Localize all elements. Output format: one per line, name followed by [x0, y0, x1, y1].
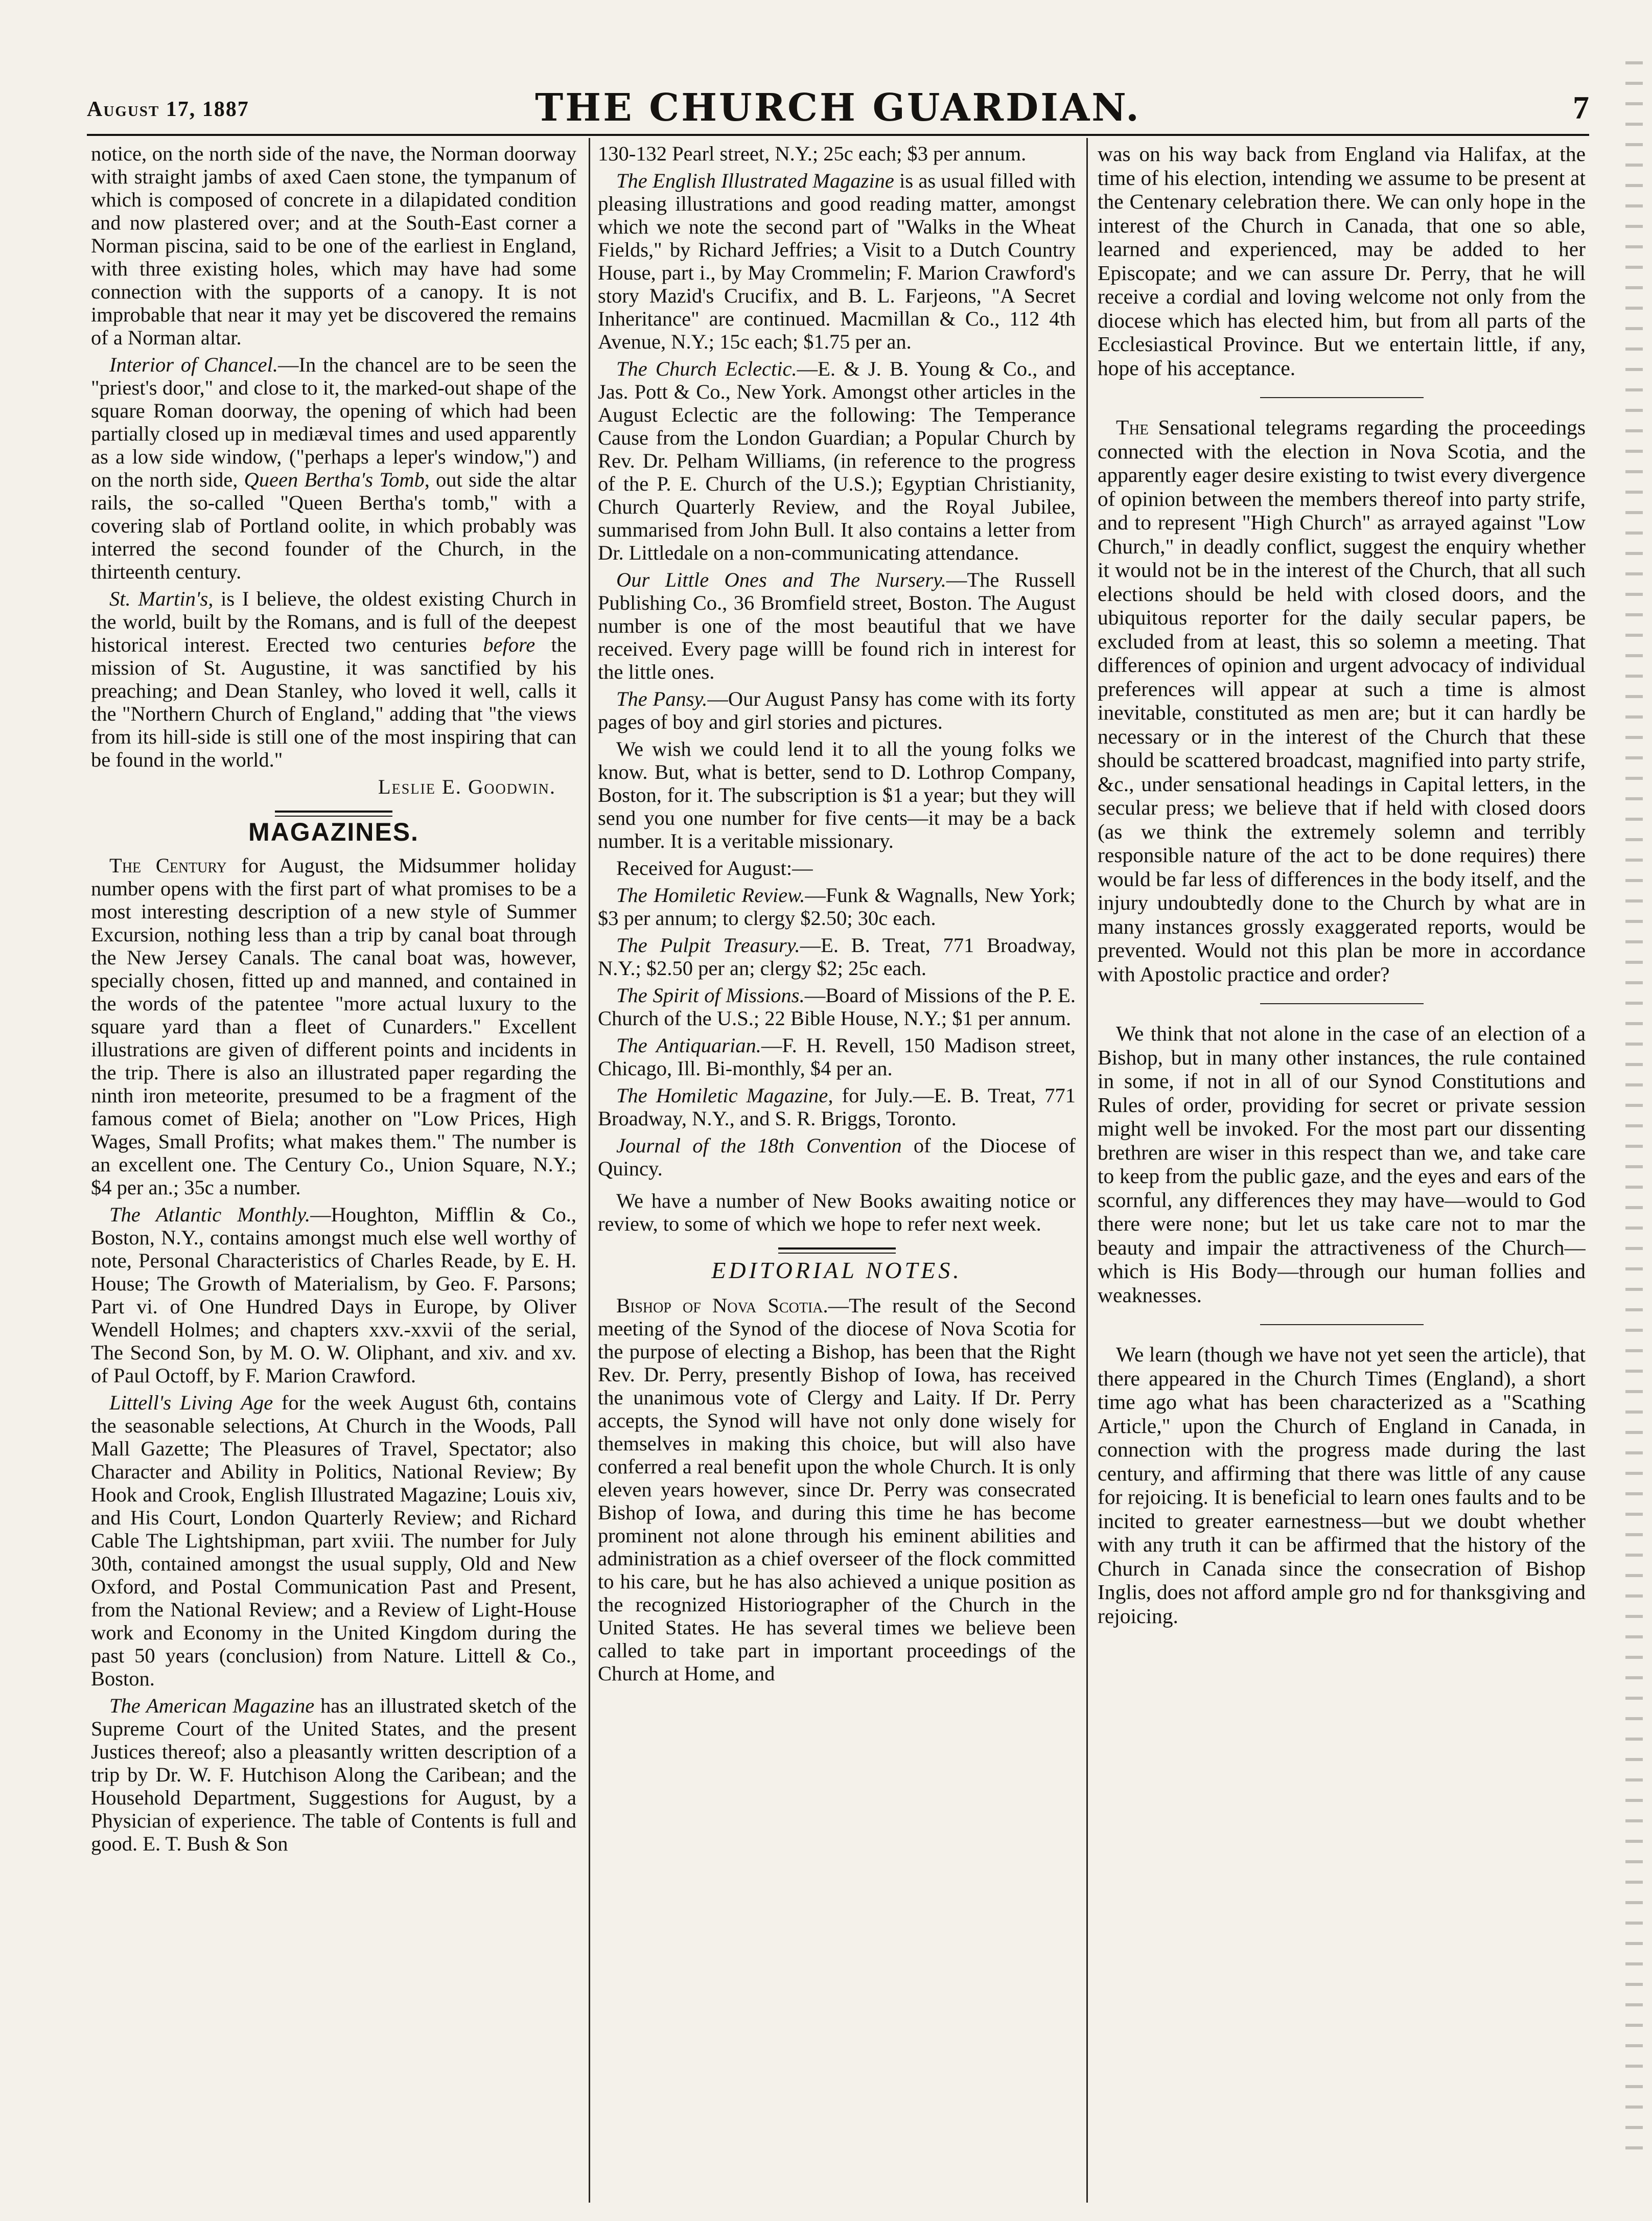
item-text: —Board of Missions of the P. E. Church of the U.S.; 22 Bible House, N.Y.; $1 per annum. — [598, 984, 1076, 1030]
paragraph-text: is I believe, the oldest existing Church in the world, built by the Romans, and is full of the deepest historical interest. Erected two centuries — [91, 587, 576, 656]
section-heading-editorial: EDITORIAL NOTES. — [711, 1257, 962, 1283]
issue-date: August 17, 1887 — [87, 98, 249, 121]
paragraph-text: the mission of St. Augustine, it was sanctified by his preaching; and Dean Stanley, who loved it well, calls it the "Northern Church of England," adding that "the views from its hill-side is still one of the most inspiring that can be found in the world." — [91, 633, 576, 771]
page-edge-damage — [1625, 61, 1643, 2167]
italic-text: before — [483, 633, 536, 656]
paragraph-text: —E. & J. B. Young & Co., and Jas. Pott & Co., New York. Amongst other articles in the August Eclectic are the following: The Temperance Cause from the London Guardian; a Popular Church by Rev. Dr. Pelham Williams, (in reference to the progress of the P. E. Church of the U.S.); Egyptian Christianity, Church Quarterly Review, and the Royal Jubilee, summarised from John Bull. It also contains a letter from Dr. Littledale on a non-communicating attendance. — [598, 357, 1076, 564]
column-divider-1 — [589, 138, 590, 2203]
article-divider — [1260, 1324, 1424, 1325]
received-item — [598, 884, 1076, 930]
item-title: The Pulpit Treasury. — [616, 934, 800, 957]
church-eclectic-review — [598, 357, 1076, 564]
section-rule — [275, 811, 392, 817]
paragraph-head: The Pansy. — [616, 687, 708, 710]
bishop-continuation: was on his way back from England via Halifax, at the time of his election, intending we assume to be present at the Centenary celebration there. We can only hope in the interest of the Church in Canada, that one so able, learned and experienced, may be added to her Episcopate; and we can assure Dr. Perry, that he will receive a cordial and loving welcome not only from the diocese which has elected him, but from all parts of the Ecclesiastical Province. But we entertain little, if any, hope of his acceptance. — [1098, 142, 1586, 380]
lead-text: The Century — [109, 854, 227, 877]
paragraph-head: The Atlantic Monthly. — [109, 1203, 311, 1226]
american-magazine-review — [91, 1694, 576, 1855]
italic-text: Queen Bertha's Tomb — [244, 468, 425, 491]
little-ones-review — [598, 568, 1076, 683]
newspaper-title: THE CHURCH GUARDIAN. — [535, 86, 1141, 130]
article-divider — [1260, 1003, 1424, 1004]
masthead — [87, 86, 1589, 132]
received-heading: Received for August:— — [616, 857, 813, 880]
item-title: The Homiletic Review. — [616, 884, 805, 907]
synod-rules-article: We think that not alone in the case of an election of a Bishop, but in many other instances, the rule contained in some, if not in all of our Synod Constitutions and Rules of order, providing for secret or private session might well be invoked. For the most part our dissenting brethren are wiser in this respect than we, and take care to keep from the public gaze, and the eyes and ears of the scornful, any differences they may have—would to God there were none; but let us take care not to mar the beauty and impair the attractiveness of the Church—which is His Body—through our human follies and weaknesses. — [1098, 1022, 1586, 1307]
paragraph-text: for the week August 6th, contains the seasonable selections, At Church in the Woods, Pall Mall Gazette; The Pleasures of Travel, Spectator; also Character and Ability in Politics, National Review; By Hook and Crook, English Illustrated Magazine; Louis xiv, and His Court, London Quarterly Review; and Richard Cable The Lightshipman, part xviii. The number for July 30th, contained amongst the usual supply, Old and New Oxford, and Postal Communication Past and Present, from the National Review; and a Review of Light-House work and Economy in the United Kingdom during the past 50 years (conclusion) from Nature. Littell & Co., Boston. — [91, 1391, 576, 1690]
paragraph-text: for August, the Midsummer holiday number opens with the first part of what promises to be a most interesting description of a new style of Summer Excursion, nothing less than a trip by canal boat through the New Jersey Canals. The canal boat was, however, specially chosen, fitted up and manned, and contained in the words of the patentee "more actual luxury to the square yard than a fleet of Cunarders." Excellent illustrations are given of different points and incidents in the trip. There is also an illustrated paper regarding the ninth iron meteorite, presumed to be a fragment of the famous comet of Biela; another on "Low Prices, High Wages, Small Profits; what makes them." The number is an excellent one. The Century Co., Union Square, N.Y.; $4 per an.; 35c a number. — [91, 854, 576, 1199]
lead-text: Bishop of Nova Scotia. — [616, 1294, 828, 1317]
column-divider-2 — [1086, 138, 1088, 2203]
paragraph-head: St. Martin's, — [109, 587, 214, 610]
english-illustrated-review — [598, 169, 1076, 353]
header-rule — [87, 134, 1589, 136]
item-title: The Antiquarian. — [616, 1034, 761, 1057]
article-continuation: notice, on the north side of the nave, the Norman doorway with straight jambs of axed Caen stone, the tympanum of which is composed of concrete in a dilapidated condition and now plastered over; and at the South-East corner a Norman piscina, said to be one of the earliest in England, with three existing holes, which may have had some connection with the supports of a canopy. It is not improbable that near it may yet be discovered the remains of a Norman altar. — [91, 142, 576, 349]
item-text: for July.—E. B. Treat, 771 Broadway, N.Y., and S. R. Briggs, Toronto. — [598, 1084, 1076, 1130]
item-text: —F. H. Revell, 150 Madison street, Chicago, Ill. Bi-monthly, $4 per an. — [598, 1034, 1076, 1080]
lead-text: The — [1116, 415, 1149, 439]
century-review — [91, 854, 576, 1199]
item-title: The Spirit of Missions. — [616, 984, 805, 1007]
paragraph-text: —Houghton, Mifflin & Co., Boston, N.Y., contains amongst much else well worthy of note, Personal Characteristics of Charles Reade, by E. H. House; The Growth of Materialism, by Geo. F. Parsons; Part vi. of One Hundred Days in Europe, by Oliver Wendell Holmes; and chapters xxv.-xxvii of the serial, The Second Son, by M. O. W. Oliphant, and xiv. and xv. of Paul Octoff, by F. Marion Crawford. — [91, 1203, 576, 1387]
paragraph-text: —The result of the Second meeting of the Synod of the diocese of Nova Scotia for the purpose of electing a Bishop, has been that the Right Rev. Dr. Perry, presently Bishop of Iowa, has received the unanimous vote of Clergy and Laity. If Dr. Perry accepts, the Synod will have not only done wisely for themselves in making this choice, but will also have conferred a real benefit upon the whole Church. It is only eleven years however, since Dr. Perry was consecrated Bishop of Iowa, and during this time he has become prominent not alone through his eminent abilities and administration as a chief overseer of the flock committed to his care, but he has also achieved a unique position as the recognized Historiographer of the Church in the United States. He has several times we believe been called to take part in important proceedings of the Church at Home, and — [598, 1294, 1076, 1685]
column-2 — [598, 142, 1076, 2196]
paragraph-head: The English Illustrated Magazine — [616, 169, 894, 192]
paragraph-text: is as usual filled with pleasing illustrations and good reading matter, amongst which we note the second part of "Walks in the Wheat Fields," by Richard Jeffries; a Visit to a Dutch Country House, part i., by May Crommelin; F. Marion Crawford's story Mazid's Crucifix, and B. L. Farjeons, "A Secret Inheritance" are continued. Macmillan & Co., 112 4th Avenue, N.Y.; 15c each; $1.75 per an. — [598, 169, 1076, 353]
section-heading-magazines: MAGAZINES. — [248, 818, 419, 846]
paragraph-head: The American Magazine — [109, 1694, 315, 1717]
paragraph-head: Littell's Living Age — [109, 1391, 273, 1414]
atlantic-review — [91, 1203, 576, 1387]
paragraph-text: Sensational telegrams regarding the proceedings connected with the election in Nova Scotia, and the apparently eager desire existing to twist every divergence of opinion between the members thereof into party strife, and to represent "High Church" as arrayed against "Low Church," in deadly conflict, suggest the enquiry whether it would not be in the interest of the Church, that all such elections should be held with closed doors, and the ubiquitous reporter for the daily secular papers, be excluded from at least, this so solemn a meeting. That differences of opinion and urgent advocacy of individual preferences will appear at such a time is almost inevitable, constituted as men are; but it can hardly be necessary or in the interest of the Church that these should be scattered broadcast, magnified into party strife, &c., under sensational headings in Capital letters, in the secular press; we believe that if held with closed doors (as we think the extremely solemn and terribly responsible nature of the act to be done requires) there would be far less of differences in the body itself, and the injury undoubtedly done to the Church by what are in many instances grossly exaggerated reports, would be prevented. Would not this plan be more in accordance with Apostolic practice and order? — [1098, 415, 1586, 986]
section-rule — [778, 1247, 896, 1254]
paragraph-text: , out side the altar rails, the so-called "Queen Bertha's tomb," with a covering slab of Portland oolite, in which probably was interred the second founder of the Church, in the thirteenth century. — [91, 468, 576, 583]
page-number: 7 — [1573, 89, 1589, 126]
received-item — [598, 1034, 1076, 1080]
interior-chancel-paragraph — [91, 353, 576, 583]
item-title: The Homiletic Magazine, — [616, 1084, 833, 1107]
received-item — [598, 1134, 1076, 1180]
author-signature: Leslie E. Goodwin. — [378, 775, 556, 798]
paragraph-text: —In the chancel are to be seen the "priest's door," and close to it, the marked-out shape of the square Roman doorway, the opening of which had been partially closed up in mediæval times and used apparently as a low side window, ("perhaps a leper's window,") and on the north side, — [91, 353, 576, 491]
received-item — [598, 934, 1076, 980]
telegrams-article — [1098, 415, 1586, 986]
paragraph-text: has an illustrated sketch of the Supreme Court of the United States, and the present Justices thereof; also a pleasantly written description of a trip by Dr. W. F. Hutchison Along the Caribean; and the Household Department, Suggestions for August, by a Physician of experience. The table of Contents is full and good. E. T. Bush & Son — [91, 1694, 576, 1855]
st-martins-paragraph — [91, 587, 576, 771]
column-1 — [91, 142, 576, 2196]
paragraph-head: The Church Eclectic. — [616, 357, 797, 380]
pansy-subscription: We wish we could lend it to all the young folks we know. But, what is better, send to D. Lothrop Company, Boston, for it. The subscription is $1 a year; but they will send you one number for five cents—it may be a back number. It is a veritable missionary. — [598, 737, 1076, 852]
new-books-note: We have a number of New Books awaiting notice or review, to some of which we hope to refer next week. — [598, 1189, 1076, 1235]
paragraph-text: —Our August Pansy has come with its forty pages of boy and girl stories and pictures. — [598, 687, 1076, 733]
bishop-nova-scotia-article — [598, 1294, 1076, 1685]
paragraph-head: Interior of Chancel. — [109, 353, 278, 376]
paragraph-head: Our Little Ones and The Nursery. — [616, 568, 946, 591]
pansy-review — [598, 687, 1076, 733]
item-text: of the Diocese of Quincy. — [598, 1134, 1076, 1180]
littells-review — [91, 1391, 576, 1690]
article-divider — [1260, 397, 1424, 398]
continuation-text: 130-132 Pearl street, N.Y.; 25c each; $3 per annum. — [598, 142, 1027, 165]
item-title: Journal of the 18th Convention — [616, 1134, 902, 1157]
column-3 — [1098, 142, 1586, 2196]
received-item — [598, 984, 1076, 1030]
paragraph-text: —The Russell Publishing Co., 36 Bromfield street, Boston. The August number is one of the most beautiful that we have received. Every page willl be found rich in interest for the little ones. — [598, 568, 1076, 683]
church-times-article: We learn (though we have not yet seen the article), that there appeared in the Church Times (England), a short time ago what has been characterized as a "Scathing Article," upon the Church of England in Canada, in connection with the progress made during the last century, and affirming that there was little of any cause for rejoicing. It is beneficial to learn ones faults and to be incited to greater earnestness—but we doubt whether with any truth it can be affirmed that the history of the Church in Canada since the consecration of Bishop Inglis, does not afford ample gro nd for thanksgiving and rejoicing. — [1098, 1343, 1586, 1628]
received-item — [598, 1084, 1076, 1130]
item-text: —Funk & Wagnalls, New York; $3 per annum; to clergy $2.50; 30c each. — [598, 884, 1076, 930]
item-text: —E. B. Treat, 771 Broadway, N.Y.; $2.50 per an; clergy $2; 25c each. — [598, 934, 1076, 980]
